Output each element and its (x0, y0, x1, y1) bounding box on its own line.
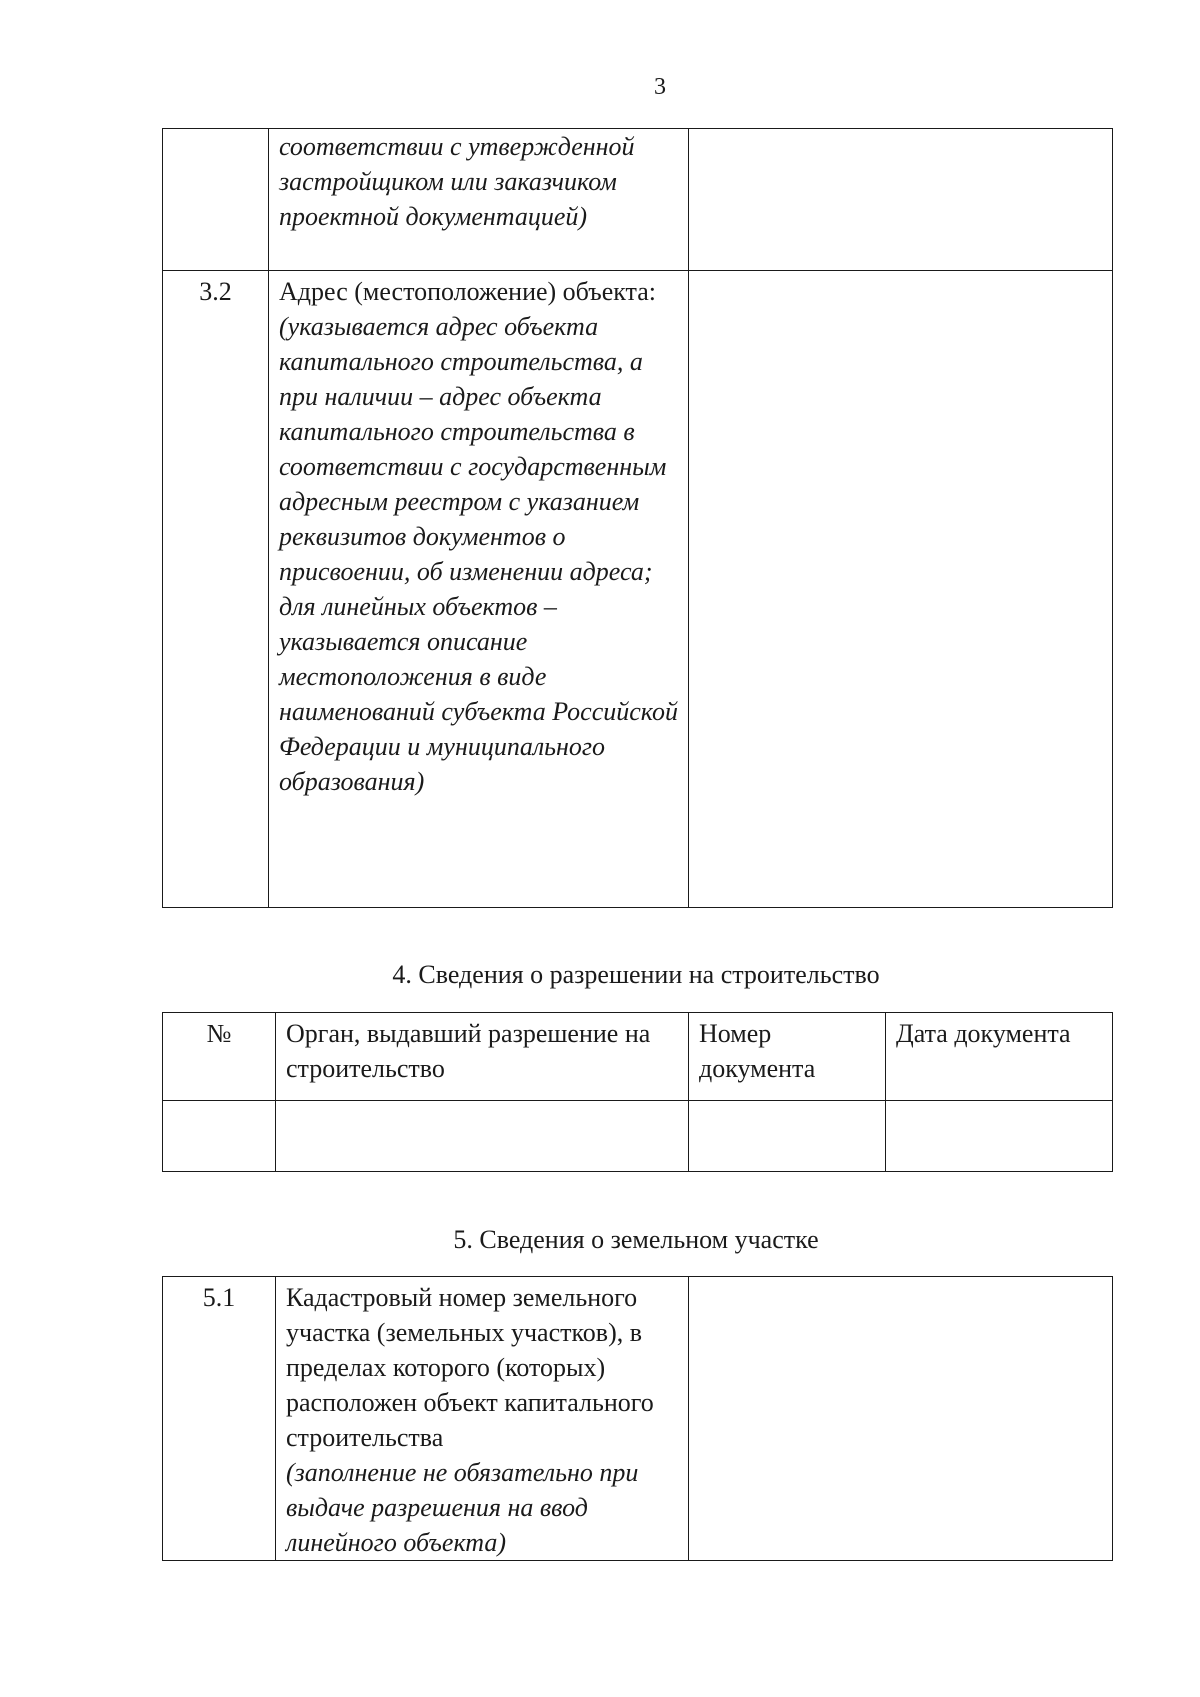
header-doc-number: Номер документа (699, 1019, 816, 1083)
row-number: 5.1 (202, 1283, 236, 1312)
row-label-cell (276, 1277, 689, 1561)
section5-title: 5. Сведения о земельном участке (453, 1225, 819, 1254)
table-row (163, 129, 1113, 271)
row-number-cell (163, 1277, 276, 1561)
row-note: (заполнение не обязательно при выдаче разрешения на ввод линейного объекта) (286, 1458, 639, 1557)
table-cell[interactable] (276, 1101, 689, 1172)
row-value-cell[interactable] (689, 1277, 1113, 1561)
header-cell (689, 1013, 886, 1101)
header-doc-date: Дата документа (896, 1019, 1071, 1048)
header-number: № (206, 1019, 232, 1048)
table-row (163, 1101, 1113, 1172)
row-label: Адрес (местоположение) объекта: (279, 277, 656, 306)
table-row (163, 271, 1113, 908)
section3-table (162, 128, 1113, 908)
row-value-cell[interactable] (689, 271, 1113, 908)
row-number-cell (163, 271, 269, 908)
section4-title: 4. Сведения о разрешении на строительство (392, 960, 880, 989)
row-number: 3.2 (199, 277, 232, 306)
table-cell[interactable] (689, 1101, 886, 1172)
section5-table (162, 1276, 1113, 1561)
row-label-cell (269, 129, 689, 271)
page-number: 3 (654, 74, 666, 100)
header-authority: Орган, выдавший разрешение на строительство (286, 1019, 651, 1083)
section4-table (162, 1012, 1113, 1172)
table-cell[interactable] (886, 1101, 1113, 1172)
row-value[interactable] (689, 1277, 1112, 1280)
header-cell (886, 1013, 1113, 1101)
table-row (163, 1277, 1113, 1561)
row-number-cell (163, 129, 269, 271)
header-cell (276, 1013, 689, 1101)
table-cell[interactable] (163, 1101, 276, 1172)
header-cell (163, 1013, 276, 1101)
row-note: соответствии с утвержденной застройщиком или заказчиком проектной документацией) (279, 132, 635, 231)
row-value-cell[interactable] (689, 129, 1113, 271)
row-value[interactable] (689, 271, 1112, 274)
row-label-cell (269, 271, 689, 908)
table-header-row (163, 1013, 1113, 1101)
row-label: Кадастровый номер земельного участка (земельных участков), в пределах которого (которых) расположен объект капитального строительства (286, 1283, 654, 1452)
row-note: (указывается адрес объекта капитального строительства, а при наличии – адрес объекта капитального строительства в соответствии с государственным адресным реестром с указанием реквизитов документов о присвоении, об изменении адреса; для линейных объектов – указывается описание местоположения в виде наименований субъекта Российской Федерации и муниципального образования) (279, 312, 678, 796)
